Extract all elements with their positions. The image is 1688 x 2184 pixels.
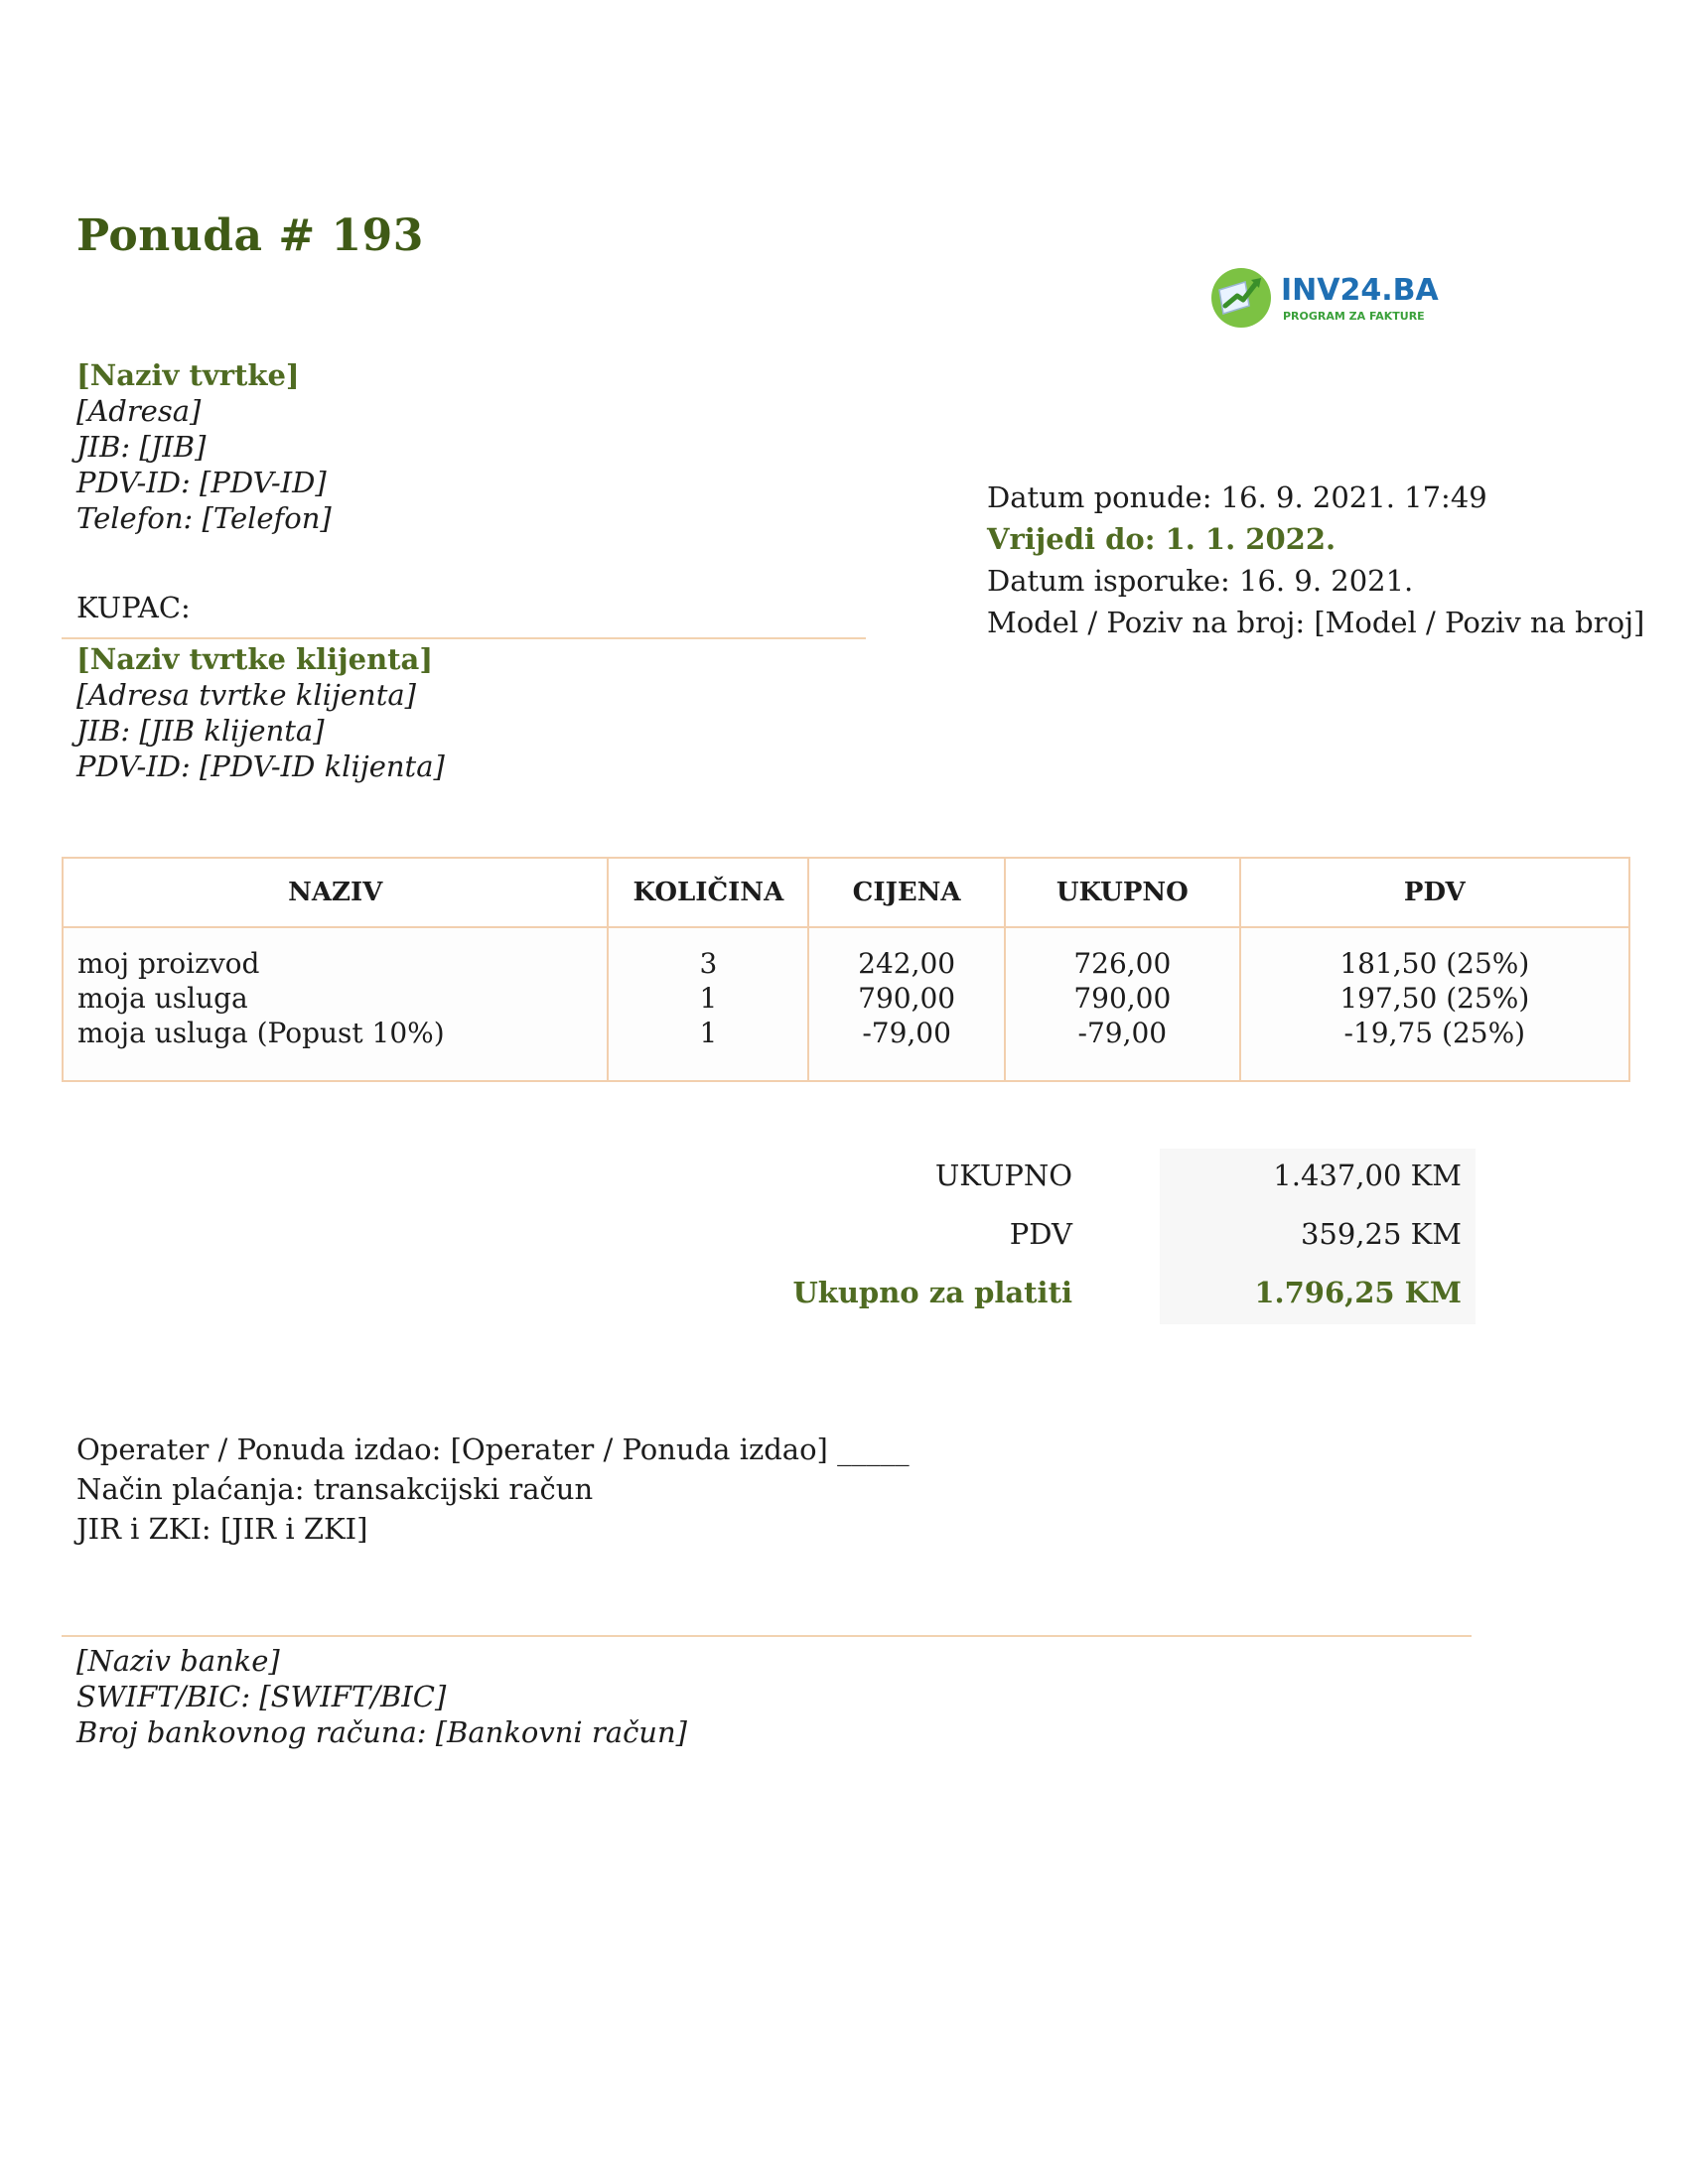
header-vat: PDV	[1240, 858, 1629, 927]
header-price: CIJENA	[808, 858, 1005, 927]
item-name: moja usluga	[77, 982, 248, 1015]
item-quantity: 1	[699, 982, 718, 1015]
footer-info	[76, 1430, 910, 1549]
seller-block	[76, 357, 332, 536]
logo-tagline: PROGRAM ZA FAKTURE	[1283, 310, 1425, 323]
bank-swift: SWIFT/BIC: [SWIFT/BIC]	[76, 1680, 447, 1713]
item-total: 726,00	[1073, 947, 1172, 980]
seller-phone: Telefon: [Telefon]	[76, 501, 332, 535]
items-table	[62, 857, 1630, 1082]
buyer-label: KUPAC:	[76, 591, 191, 624]
item-quantity: 1	[699, 1017, 718, 1049]
item-vat: -19,75 (25%)	[1343, 1017, 1526, 1049]
logo-graphic	[1209, 260, 1439, 336]
grand-total-label: Ukupno za platiti	[792, 1276, 1072, 1309]
item-vat: 181,50 (25%)	[1339, 947, 1530, 980]
item-price: 790,00	[858, 982, 956, 1015]
item-price: 242,00	[858, 947, 956, 980]
item-vats	[1240, 927, 1629, 1081]
document-title: Ponuda # 193	[76, 210, 424, 261]
seller-pdv-id: PDV-ID: [PDV-ID]	[76, 466, 327, 499]
item-total: 790,00	[1073, 982, 1172, 1015]
item-vat: 197,50 (25%)	[1339, 982, 1530, 1015]
vat-value: 359,25 KM	[1160, 1207, 1476, 1266]
table-header-row	[63, 858, 1629, 927]
item-name: moja usluga (Popust 10%)	[77, 1017, 445, 1049]
totals-block	[792, 1149, 1489, 1324]
operator-line: Operater / Ponuda izdao: [Operater / Ponuda izdao] _____	[76, 1433, 910, 1466]
header-name: NAZIV	[63, 858, 608, 927]
buyer-divider	[62, 637, 866, 639]
header-quantity: KOLIČINA	[608, 858, 808, 927]
item-quantities	[608, 927, 808, 1081]
seller-address: [Adresa]	[76, 394, 202, 428]
delivery-date: Datum isporuke: 16. 9. 2021.	[987, 564, 1414, 598]
buyer-pdv-id: PDV-ID: [PDV-ID klijenta]	[76, 750, 445, 783]
bank-name: [Naziv banke]	[76, 1644, 280, 1678]
company-logo	[1209, 260, 1439, 336]
subtotal-value: 1.437,00 KM	[1160, 1149, 1476, 1207]
item-names	[63, 927, 608, 1081]
item-total: -79,00	[1077, 1017, 1168, 1049]
bank-block	[76, 1643, 687, 1750]
bank-account: Broj bankovnog računa: [Bankovni račun]	[76, 1715, 687, 1749]
item-prices	[808, 927, 1005, 1081]
buyer-block	[76, 641, 445, 784]
buyer-jib: JIB: [JIB klijenta]	[76, 714, 325, 748]
bank-divider	[62, 1635, 1472, 1637]
item-quantity: 3	[699, 947, 718, 980]
item-name: moj proizvod	[77, 947, 260, 980]
jir-zki: JIR i ZKI: [JIR i ZKI]	[76, 1512, 368, 1546]
payment-method: Način plaćanja: transakcijski račun	[76, 1472, 594, 1506]
header-total: UKUPNO	[1005, 858, 1240, 927]
item-totals	[1005, 927, 1240, 1081]
buyer-address: [Adresa tvrtke klijenta]	[76, 678, 416, 712]
table-row	[63, 927, 1629, 1081]
offer-date: Datum ponude: 16. 9. 2021. 17:49	[987, 480, 1487, 514]
buyer-name: [Naziv tvrtke klijenta]	[76, 642, 434, 676]
seller-jib: JIB: [JIB]	[76, 430, 207, 464]
vat-label: PDV	[1009, 1217, 1072, 1251]
subtotal-label: UKUPNO	[934, 1159, 1072, 1192]
logo-brand: INV24.BA	[1281, 273, 1439, 308]
payment-reference: Model / Poziv na broj: [Model / Poziv na broj]	[987, 606, 1645, 639]
vat-row	[874, 1207, 1489, 1266]
subtotal-row	[874, 1149, 1489, 1207]
grand-total-value: 1.796,25 KM	[1160, 1266, 1476, 1324]
offer-meta	[987, 477, 1644, 643]
valid-until: Vrijedi do: 1. 1. 2022.	[987, 522, 1336, 556]
item-price: -79,00	[862, 1017, 951, 1049]
grand-total-row	[792, 1266, 1489, 1324]
seller-name: [Naziv tvrtke]	[76, 358, 300, 392]
